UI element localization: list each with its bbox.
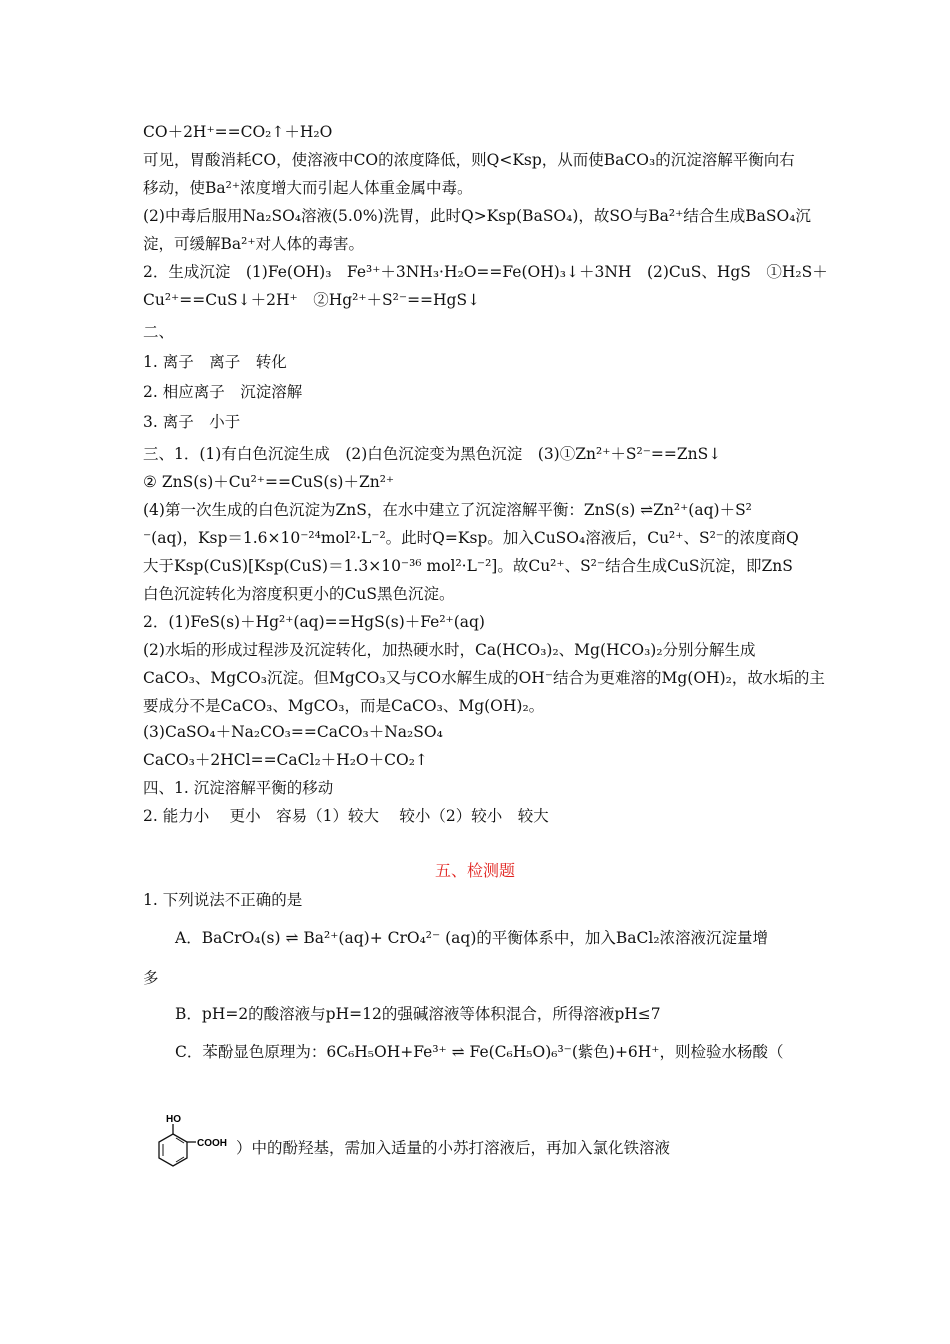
question-stem: 1. 下列说法不正确的是: [143, 891, 303, 909]
text-line: 四、1. 沉淀溶解平衡的移动: [143, 779, 334, 797]
text-line: 2．生成沉淀 (1)Fe(OH)₃ Fe³⁺＋3NH₃·H₂O==Fe(OH)₃↓＋3NH (2)CuS、HgS ①H₂S＋: [143, 263, 828, 281]
text-line: 淀，可缓解Ba²⁺对人体的毒害。: [143, 235, 365, 253]
text-line: 要成分不是CaCO₃、MgCO₃，而是CaCO₃、Mg(OH)₂。: [143, 697, 545, 715]
section-heading: 五、检测题: [434, 861, 515, 880]
text-line: 可见，胃酸消耗CO，使溶液中CO的浓度降低，则Q<Ksp，从而使BaCO₃的沉淀溶解平衡向右: [143, 151, 795, 169]
text-line: 大于Ksp(CuS)[Ksp(CuS)＝1.3×10⁻³⁶ mol²·L⁻²]。故Cu²⁺、S²⁻结合生成CuS沉淀，即ZnS: [143, 557, 793, 575]
text-line: ② ZnS(s)＋Cu²⁺==CuS(s)＋Zn²⁺: [143, 473, 395, 491]
text-line: 三、1．(1)有白色沉淀生成 (2)白色沉淀变为黑色沉淀 (3)①Zn²⁺＋S²⁻==ZnS↓: [143, 445, 722, 463]
text-line: 3. 离子 小于: [143, 413, 241, 431]
text-line: (4)第一次生成的白色沉淀为ZnS，在水中建立了沉淀溶解平衡：ZnS(s) ⇌Zn²⁺(aq)＋S²: [143, 501, 752, 519]
option-c-line2: ）中的酚羟基，需加入适量的小苏打溶液后，再加入氯化铁溶液: [236, 1139, 671, 1157]
text-line: 2．(1)FeS(s)＋Hg²⁺(aq)==HgS(s)＋Fe²⁺(aq): [143, 613, 485, 631]
text-line: 2. 能力小 更小 容易（1）较大 较小（2）较小 较大: [143, 807, 549, 825]
text-line: 1. 离子 离子 转化: [143, 353, 287, 371]
text-line: CaCO₃＋2HCl==CaCl₂＋H₂O＋CO₂↑: [143, 751, 428, 769]
hydroxyl-label: HO: [166, 1114, 181, 1125]
text-line: (3)CaSO₄＋Na₂CO₃==CaCO₃＋Na₂SO₄: [143, 723, 443, 741]
carboxyl-label: COOH: [197, 1138, 227, 1149]
text-line: CO＋2H⁺==CO₂↑＋H₂O: [143, 123, 333, 141]
text-line: Cu²⁺==CuS↓＋2H⁺ ②Hg²⁺＋S²⁻==HgS↓: [143, 291, 481, 309]
text-line: 2. 相应离子 沉淀溶解: [143, 383, 303, 401]
text-line: (2)水垢的形成过程涉及沉淀转化，加热硬水时，Ca(HCO₃)₂、Mg(HCO₃)₂分别分解生成: [143, 641, 756, 659]
option-a-line1: A．BaCrO₄(s) ⇌ Ba²⁺(aq)+ CrO₄²⁻ (aq)的平衡体系中，加入BaCl₂浓溶液沉淀量增: [175, 929, 769, 947]
option-c-line1: C．苯酚显色原理为：6C₆H₅OH+Fe³⁺ ⇌ Fe(C₆H₅O)₆³⁻(紫色)+6H⁺，则检验水杨酸（: [175, 1043, 784, 1061]
text-line: 白色沉淀转化为溶度积更小的CuS黑色沉淀。: [143, 585, 455, 603]
option-b: B．pH=2的酸溶液与pH=12的强碱溶液等体积混合，所得溶液pH≤7: [175, 1005, 661, 1023]
salicylic-acid-structure: [146, 1108, 236, 1168]
text-line: 二、: [143, 323, 175, 341]
option-a-line2: 多: [143, 969, 159, 987]
text-line: ⁻(aq)，Ksp＝1.6×10⁻²⁴mol²·L⁻²。此时Q=Ksp。加入CuSO₄溶液后，Cu²⁺、S²⁻的浓度商Q: [143, 529, 799, 547]
text-line: CaCO₃、MgCO₃沉淀。但MgCO₃又与CO水解生成的OH⁻结合为更难溶的Mg(OH)₂，故水垢的主: [143, 669, 825, 687]
text-line: 移动，使Ba²⁺浓度增大而引起人体重金属中毒。: [143, 179, 473, 197]
text-line: (2)中毒后服用Na₂SO₄溶液(5.0%)洗胃，此时Q>Ksp(BaSO₄)，故SO与Ba²⁺结合生成BaSO₄沉: [143, 207, 811, 225]
